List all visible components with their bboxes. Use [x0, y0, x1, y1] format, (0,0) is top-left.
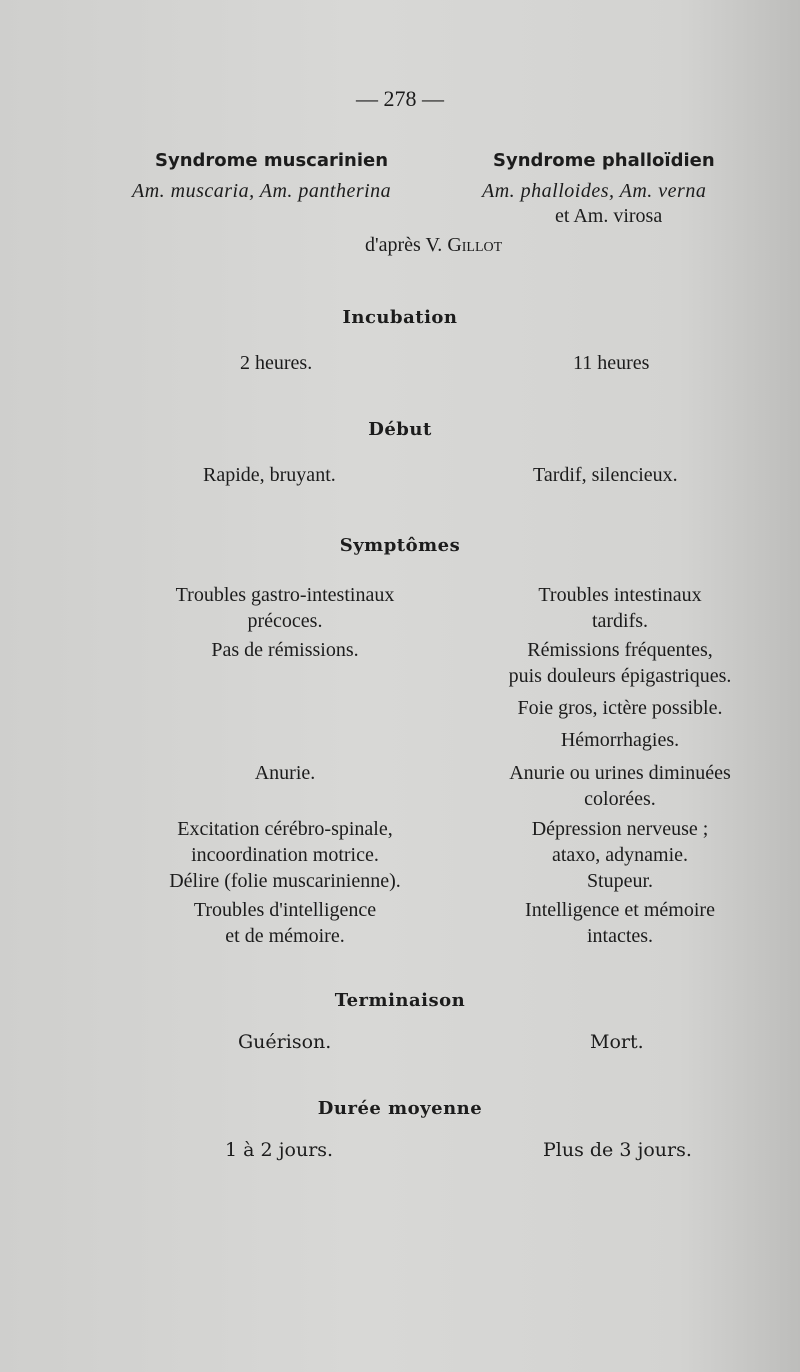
debut-left: Rapide, bruyant. [203, 464, 336, 486]
left-symptom-intelligence-line1: Troubles d'intelligence [193, 899, 377, 921]
duree-title: Durée moyenne [317, 1098, 483, 1119]
left-symptom-excitation-line3: Délire (folie muscarinienne). [169, 870, 401, 892]
right-symptom-depression-line2: ataxo, adynamie. [551, 844, 689, 866]
left-symptom-gastro-line1: Troubles gastro-intestinaux [175, 584, 395, 606]
left-symptom-remissions: Pas de rémissions. [211, 639, 359, 661]
right-symptom-anurie-line2: colorées. [584, 788, 656, 810]
right-symptom-intelligence-line2: intactes. [586, 925, 654, 947]
left-symptom-gastro-line2: précoces. [247, 610, 323, 632]
left-symptom-excitation-line2: incoordination motrice. [191, 844, 379, 866]
right-symptom-depression-line1: Dépression nerveuse ; [531, 818, 709, 840]
right-symptom-intelligence-line1: Intelligence et mémoire [525, 899, 715, 921]
right-symptom-intestinaux-line2: tardifs. [591, 610, 649, 632]
debut-right: Tardif, silencieux. [533, 464, 678, 486]
debut-title: Début [368, 419, 432, 440]
attribution [365, 234, 502, 257]
terminaison-left: Guérison. [238, 1031, 332, 1053]
incubation-left: 2 heures. [240, 352, 313, 374]
right-symptom-remissions-line1: Rémissions fréquentes, [527, 639, 713, 661]
terminaison-title: Terminaison [334, 990, 466, 1011]
symptomes-title: Symptômes [339, 535, 461, 556]
left-symptom-anurie: Anurie. [254, 762, 316, 784]
duree-right: Plus de 3 jours. [543, 1139, 692, 1161]
left-syndrome-title: Syndrome muscarinien [155, 150, 389, 171]
right-species-line1: Am. phalloides, Am. verna [482, 180, 707, 202]
page-number: — 278 — [356, 86, 444, 111]
right-symptom-intelligence [465, 897, 775, 949]
right-symptom-foie: Foie gros, ictère possible. [517, 697, 723, 719]
attribution-name: Gillot [447, 234, 503, 256]
left-symptom-excitation-line1: Excitation cérébro-spinale, [177, 818, 393, 840]
left-symptom-intelligence [135, 897, 435, 949]
right-symptom-remissions-line2: puis douleurs épigastriques. [508, 665, 732, 687]
right-symptom-anurie-line1: Anurie ou urines diminuées [509, 762, 731, 784]
terminaison-right: Mort. [590, 1031, 644, 1053]
right-symptom-depression [465, 816, 775, 894]
attribution-prefix: d'après V. [365, 234, 443, 256]
right-symptom-intestinaux [465, 582, 775, 634]
left-symptom-excitation [135, 816, 435, 894]
duree-left: 1 à 2 jours. [225, 1139, 334, 1161]
right-syndrome-title: Syndrome phalloïdien [493, 150, 715, 171]
right-symptom-remissions [465, 637, 775, 689]
right-symptom-depression-line3: Stupeur. [586, 870, 654, 892]
right-symptom-anurie [465, 760, 775, 812]
right-symptom-intestinaux-line1: Troubles intestinaux [538, 584, 702, 606]
incubation-right: 11 heures [573, 352, 650, 374]
left-symptom-intelligence-line2: et de mémoire. [225, 925, 345, 947]
right-species-line2: et Am. virosa [555, 205, 663, 227]
right-symptom-hemorrhagies: Hémorrhagies. [560, 729, 680, 751]
left-species: Am. muscaria, Am. pantherina [132, 180, 392, 202]
left-symptom-gastro [135, 582, 435, 634]
incubation-title: Incubation [342, 307, 458, 328]
